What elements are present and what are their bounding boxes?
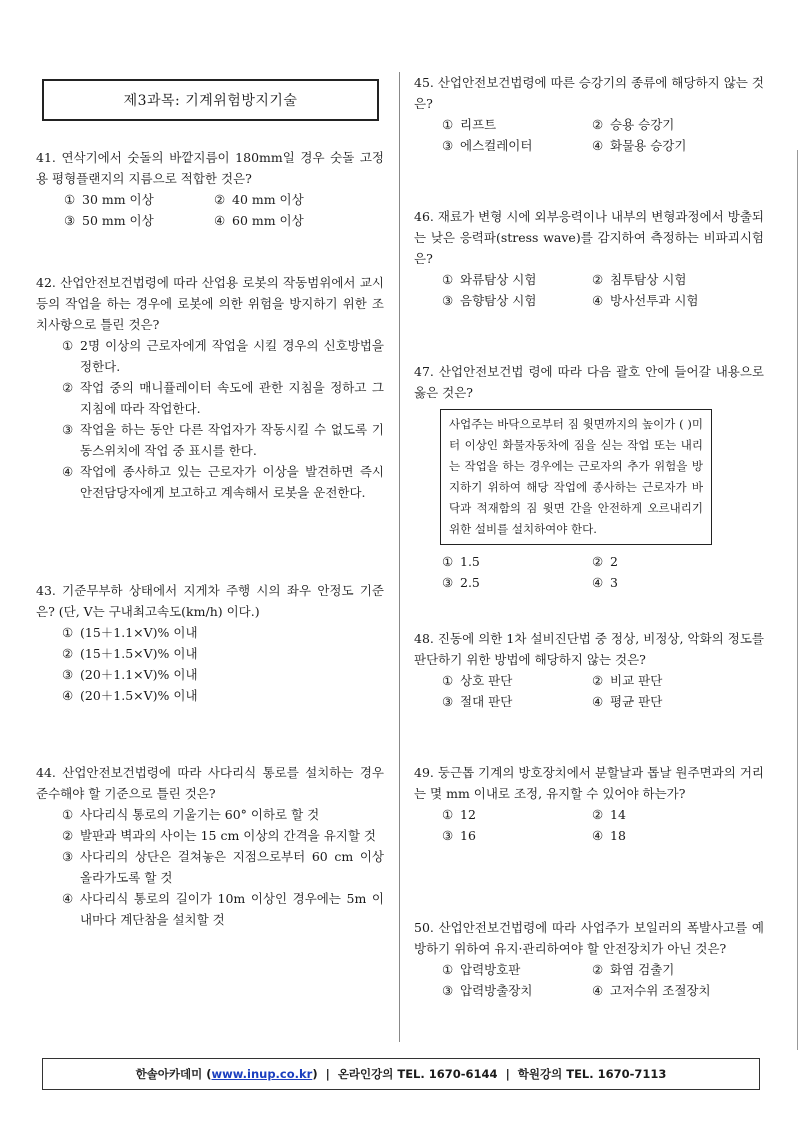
- option-3[interactable]: ③ 절대 판단: [442, 694, 513, 709]
- question-46: [414, 206, 764, 311]
- options: [414, 114, 764, 156]
- option-3[interactable]: ③ 16: [442, 828, 476, 843]
- option-1[interactable]: ① 사다리식 통로의 기울기는 60° 이하로 할 것: [62, 807, 320, 822]
- column-divider: [399, 72, 400, 1042]
- option-1[interactable]: ① 1.5: [442, 554, 480, 569]
- options: [414, 551, 764, 593]
- question-41: [36, 147, 384, 231]
- question-stem: 41. 연삭기에서 숫돌의 바깥지름이 180mm일 경우 숫돌 고정용 평형플랜지의 지름으로 적합한 것은?: [36, 150, 384, 186]
- option-4[interactable]: ④ 사다리식 통로의 길이가 10m 이상인 경우에는 5m 이내마다 계단참을 설치할 것: [62, 891, 384, 927]
- options: [414, 804, 764, 846]
- quoted-regulation-box: 사업주는 바닥으로부터 짐 윗면까지의 높이가 ( )미터 이상인 화물자동차에 짐을 싣는 작업 또는 내리는 작업을 하는 경우에는 근로자의 추가 위험을 방지하기 위하여 해당 작업에 종사하는 근로자가 바닥과 적재함의 짐 윗면 간을 안전하게 오르내리기 위한 설비를 설치하여야 한다.: [440, 409, 712, 545]
- option-2[interactable]: ② 침투탐상 시험: [592, 272, 687, 287]
- option-4[interactable]: ④ 고저수위 조절장치: [592, 983, 711, 998]
- option-2[interactable]: ② 승용 승강기: [592, 117, 675, 132]
- online-course-phone: 온라인강의 TEL. 1670-6144: [337, 1067, 498, 1081]
- option-4[interactable]: ④ 18: [592, 828, 626, 843]
- option-4[interactable]: ④ (20＋1.5×V)% 이내: [62, 688, 198, 703]
- option-3[interactable]: ③ 사다리의 상단은 걸쳐놓은 지점으로부터 60 cm 이상 올라가도록 할 것: [62, 849, 384, 885]
- question-stem: 48. 진동에 의한 1차 설비진단법 중 정상, 비정상, 악화의 정도를 판단하기 위한 방법에 해당하지 않는 것은?: [414, 631, 764, 667]
- page-edge-line: [797, 150, 798, 1050]
- question-stem: 43. 기준무부하 상태에서 지게차 주행 시의 좌우 안정도 기준은? (단, V는 구내최고속도(km/h) 이다.): [36, 583, 384, 619]
- academy-name: 한솔아카데미 (: [135, 1067, 212, 1081]
- question-stem: 42. 산업안전보건법령에 따라 산업용 로봇의 작동범위에서 교시 등의 작업을 하는 경우에 로봇에 의한 위험을 방지하기 위한 조치사항으로 틀린 것은?: [36, 275, 384, 332]
- option-4[interactable]: ④ 작업에 종사하고 있는 근로자가 이상을 발견하면 즉시 안전담당자에게 보고하고 계속해서 로봇을 운전한다.: [62, 464, 384, 500]
- option-3[interactable]: ③ 작업을 하는 동안 다른 작업자가 작동시킬 수 없도록 기동스위치에 작업 중 표시를 한다.: [62, 422, 384, 458]
- options: [414, 670, 764, 712]
- option-2[interactable]: ② 작업 중의 매니퓰레이터 속도에 관한 지침을 정하고 그 지침에 따라 작업한다.: [62, 380, 384, 416]
- options: [414, 269, 764, 311]
- question-47: [414, 361, 764, 593]
- academy-close-paren: ): [312, 1067, 318, 1081]
- option-2[interactable]: ② 14: [592, 807, 626, 822]
- option-1[interactable]: ① 리프트: [442, 117, 497, 132]
- options: [36, 189, 384, 231]
- page-footer: [42, 1058, 760, 1090]
- question-45: [414, 72, 764, 156]
- option-2[interactable]: ② 2: [592, 554, 618, 569]
- option-3[interactable]: ③ 에스컬레이터: [442, 138, 533, 153]
- option-3[interactable]: ③ 50 mm 이상: [64, 213, 154, 228]
- footer-separator: |: [497, 1067, 518, 1081]
- question-stem: 44. 산업안전보건법령에 따라 사다리식 통로를 설치하는 경우 준수해야 할 기준으로 틀린 것은?: [36, 765, 384, 801]
- option-1[interactable]: ① 상호 판단: [442, 673, 513, 688]
- option-2[interactable]: ② (15＋1.5×V)% 이내: [62, 646, 198, 661]
- options: [414, 959, 764, 1001]
- question-stem: 49. 둥근톱 기계의 방호장치에서 분할날과 톱날 원주면과의 거리는 몇 mm 이내로 조정, 유지할 수 있어야 하는가?: [414, 765, 764, 801]
- options: [36, 804, 384, 930]
- offline-course-phone: 학원강의 TEL. 1670-7113: [517, 1067, 667, 1081]
- footer-separator: |: [317, 1067, 338, 1081]
- options: [36, 622, 384, 706]
- option-1[interactable]: ① 압력방호판: [442, 962, 521, 977]
- question-42: [36, 272, 384, 503]
- option-3[interactable]: ③ 2.5: [442, 575, 480, 590]
- website-link[interactable]: www.inup.co.kr: [211, 1067, 313, 1081]
- option-2[interactable]: ② 발판과 벽과의 사이는 15 cm 이상의 간격을 유지할 것: [62, 828, 376, 843]
- option-3[interactable]: ③ (20＋1.1×V)% 이내: [62, 667, 198, 682]
- options: [36, 335, 384, 503]
- option-1[interactable]: ① 와류탐상 시험: [442, 272, 537, 287]
- question-50: [414, 917, 764, 1001]
- option-1[interactable]: ① 2명 이상의 근로자에게 작업을 시킬 경우의 신호방법을 정한다.: [62, 338, 384, 374]
- question-stem: 46. 재료가 변형 시에 외부응력이나 내부의 변형과정에서 방출되는 낮은 응력파(stress wave)를 감지하여 측정하는 비파괴시험은?: [414, 209, 764, 266]
- option-4[interactable]: ④ 화물용 승강기: [592, 138, 687, 153]
- option-2[interactable]: ② 비교 판단: [592, 673, 663, 688]
- option-1[interactable]: ① 30 mm 이상: [64, 192, 154, 207]
- question-stem: 45. 산업안전보건법령에 따른 승강기의 종류에 해당하지 않는 것은?: [414, 75, 764, 111]
- option-4[interactable]: ④ 3: [592, 575, 618, 590]
- section-title: 제3과목: 기계위험방지기술: [42, 79, 379, 121]
- option-3[interactable]: ③ 음향탐상 시험: [442, 293, 537, 308]
- question-stem: 47. 산업안전보건법 령에 따라 다음 괄호 안에 들어갈 내용으로 옳은 것은?: [414, 364, 764, 400]
- option-2[interactable]: ② 40 mm 이상: [214, 192, 304, 207]
- option-4[interactable]: ④ 방사선투과 시험: [592, 293, 699, 308]
- option-3[interactable]: ③ 압력방출장치: [442, 983, 533, 998]
- option-4[interactable]: ④ 평균 판단: [592, 694, 663, 709]
- question-43: [36, 580, 384, 706]
- question-49: [414, 762, 764, 846]
- option-4[interactable]: ④ 60 mm 이상: [214, 213, 304, 228]
- option-2[interactable]: ② 화염 검출기: [592, 962, 675, 977]
- question-44: [36, 762, 384, 930]
- option-1[interactable]: ① 12: [442, 807, 476, 822]
- question-stem: 50. 산업안전보건법령에 따라 사업주가 보일러의 폭발사고를 예방하기 위하여 유지·관리하여야 할 안전장치가 아닌 것은?: [414, 920, 764, 956]
- question-48: [414, 628, 764, 712]
- option-1[interactable]: ① (15＋1.1×V)% 이내: [62, 625, 198, 640]
